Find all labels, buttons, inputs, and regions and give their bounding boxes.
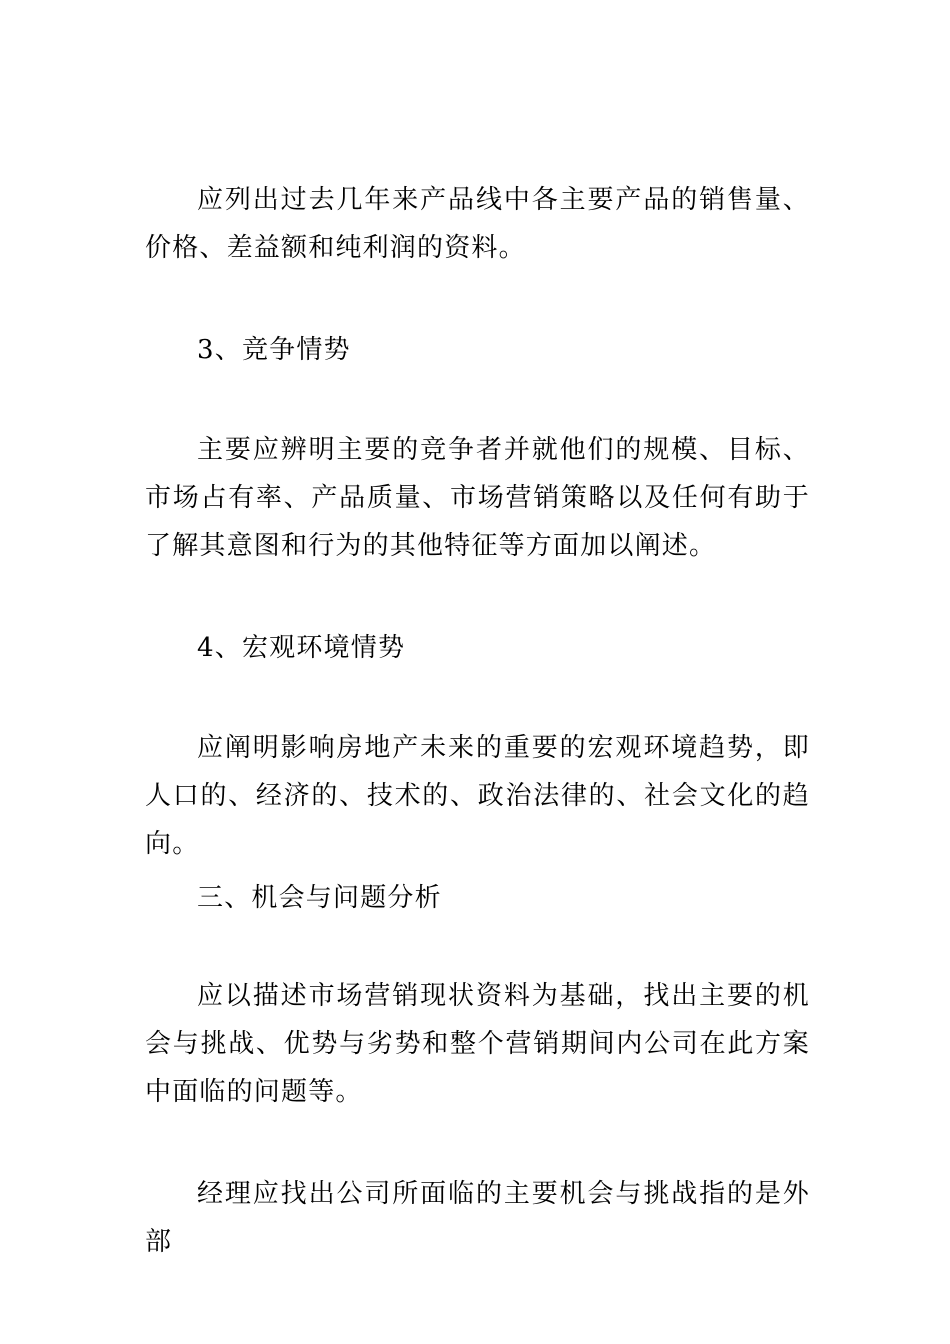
paragraph-macro-trends: 应阐明影响房地产未来的重要的宏观环境趋势，即人口的、经济的、技术的、政治法律的、社会文化的趋向。 bbox=[145, 733, 810, 859]
heading-macro-environment: 4、宏观环境情势 bbox=[197, 633, 406, 663]
paragraph-manager-note: 经理应找出公司所面临的主要机会与挑战指的是外部 bbox=[145, 1179, 810, 1257]
paragraph-opportunities: 应以描述市场营销现状资料为基础，找出主要的机会与挑战、优势与劣势和整个营销期间内公司在此方案中面临的问题等。 bbox=[145, 981, 810, 1107]
heading-opportunity-analysis: 三、机会与问题分析 bbox=[197, 883, 442, 913]
paragraph-product-sales: 应列出过去几年来产品线中各主要产品的销售量、价格、差益额和纯利润的资料。 bbox=[145, 185, 810, 263]
paragraph-competitors: 主要应辨明主要的竞争者并就他们的规模、目标、市场占有率、产品质量、市场营销策略以及任何有助于了解其意图和行为的其他特征等方面加以阐述。 bbox=[145, 435, 810, 561]
heading-competition: 3、竞争情势 bbox=[197, 335, 351, 365]
